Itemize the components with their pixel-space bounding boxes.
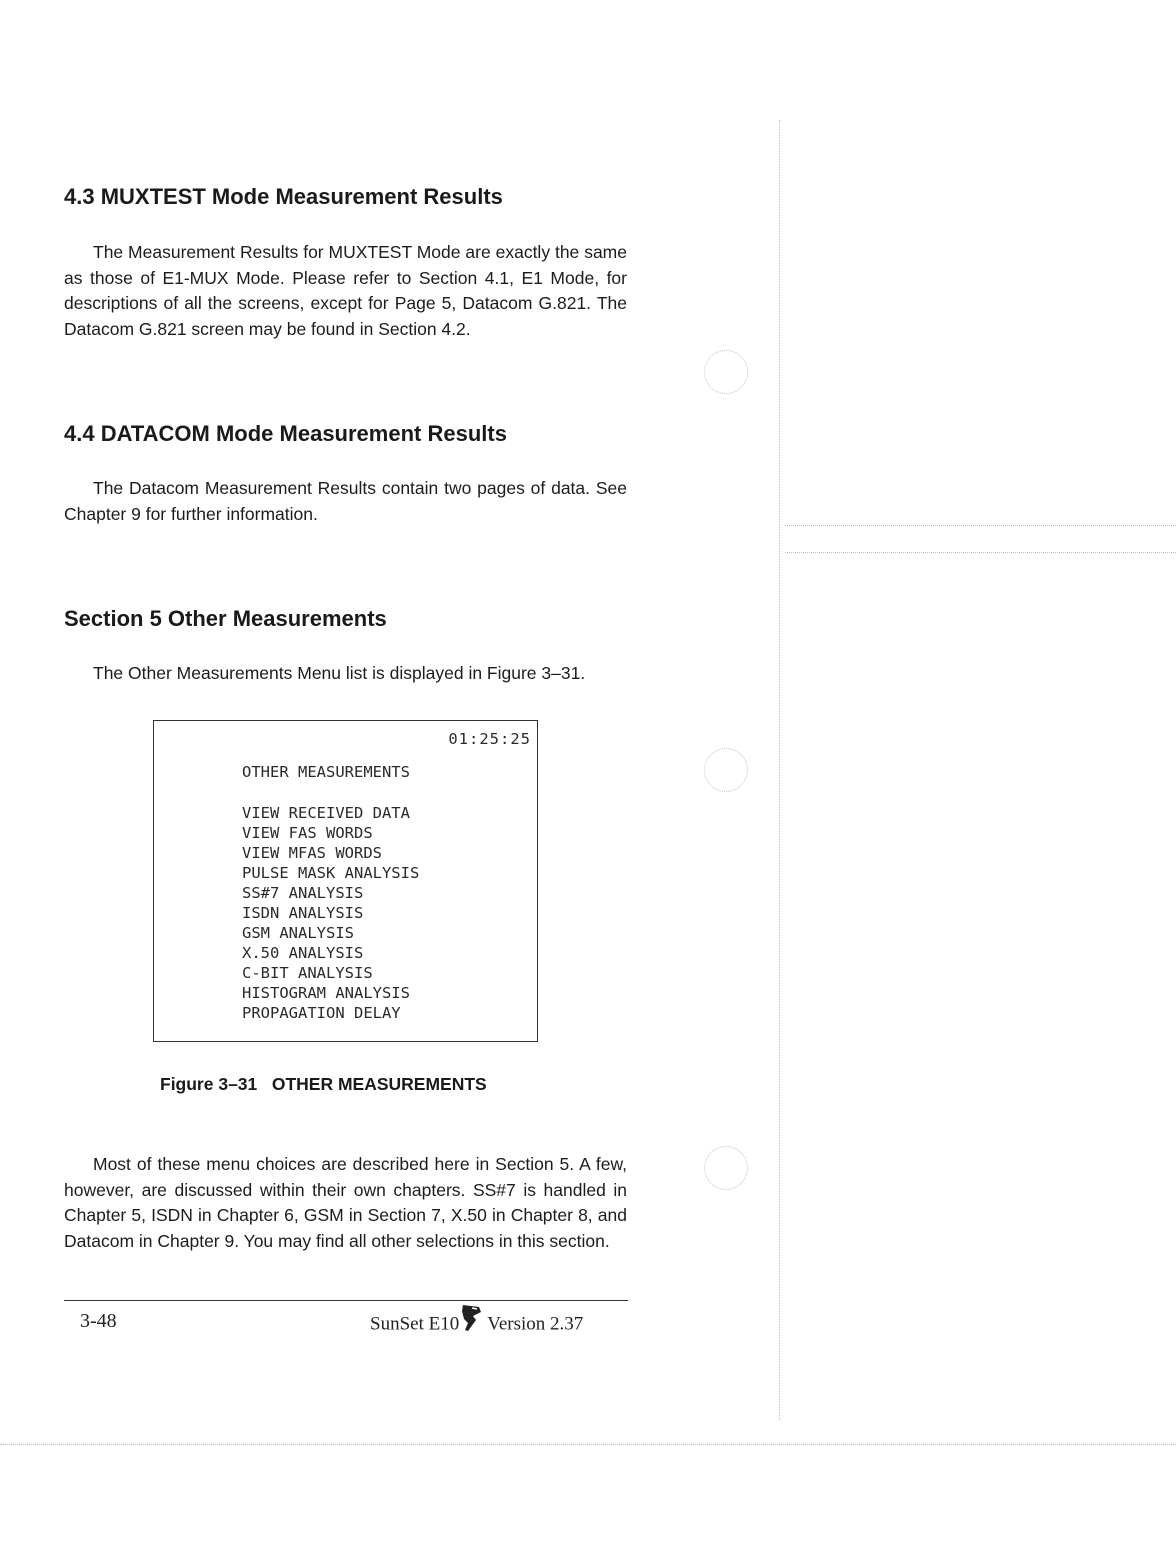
- telephone-handset-icon: [459, 1303, 483, 1339]
- footer-divider: [64, 1300, 628, 1301]
- screen-clock: 01:25:25: [448, 730, 531, 748]
- product-version: Version 2.37: [487, 1313, 584, 1335]
- menu-item-view-fas-words[interactable]: VIEW FAS WORDS: [242, 824, 373, 842]
- scan-dotted-line: [785, 525, 1176, 526]
- scan-edge-line: [779, 120, 780, 1420]
- menu-item-isdn-analysis[interactable]: ISDN ANALYSIS: [242, 904, 364, 922]
- menu-item-pulse-mask-analysis[interactable]: PULSE MASK ANALYSIS: [242, 864, 420, 882]
- page-number: 3-48: [80, 1310, 117, 1332]
- menu-item-ss7-analysis[interactable]: SS#7 ANALYSIS: [242, 884, 364, 902]
- product-name: SunSet E10: [370, 1313, 460, 1335]
- menu-item-x50-analysis[interactable]: X.50 ANALYSIS: [242, 944, 364, 962]
- paragraph-muxtest: The Measurement Results for MUXTEST Mode are exactly the same as those of E1-MUX Mode. Please refer to Section 4.1, E1 Mode, for descriptions of all the screens, except for Page 5, Datacom G.821. The Datacom G.821 screen may be found in Section 4.2.: [64, 242, 627, 339]
- other-measurements-screen: [153, 720, 538, 1042]
- screen-menu-list: [242, 803, 419, 1023]
- paragraph-other-intro: The Other Measurements Menu list is displayed in Figure 3–31.: [93, 663, 586, 683]
- scan-dotted-line: [0, 1444, 1176, 1445]
- binder-hole-middle: [704, 748, 748, 792]
- section-heading-muxtest: 4.3 MUXTEST Mode Measurement Results: [64, 184, 503, 209]
- figure-caption: Figure 3–31 OTHER MEASUREMENTS: [160, 1074, 487, 1094]
- footer-product: [370, 1311, 583, 1339]
- scan-dotted-line: [785, 552, 1176, 553]
- binder-hole-bottom: [704, 1146, 748, 1190]
- paragraph-datacom: The Datacom Measurement Results contain two pages of data. See Chapter 9 for further information.: [64, 478, 627, 524]
- screen-menu-title: OTHER MEASUREMENTS: [242, 763, 410, 781]
- menu-item-histogram-analysis[interactable]: HISTOGRAM ANALYSIS: [242, 984, 410, 1002]
- menu-item-view-received-data[interactable]: VIEW RECEIVED DATA: [242, 804, 410, 822]
- paragraph-other-body: Most of these menu choices are described here in Section 5. A few, however, are discussed within their own chapters. SS#7 is handled in Chapter 5, ISDN in Chapter 6, GSM in Section 7, X.50 in Chapter 8, and Datacom in Chapter 9. You may find all other selections in this section.: [64, 1154, 627, 1251]
- binder-hole-top: [704, 350, 748, 394]
- menu-item-c-bit-analysis[interactable]: C-BIT ANALYSIS: [242, 964, 373, 982]
- section-heading-datacom: 4.4 DATACOM Mode Measurement Results: [64, 421, 507, 446]
- menu-item-gsm-analysis[interactable]: GSM ANALYSIS: [242, 924, 354, 942]
- menu-item-view-mfas-words[interactable]: VIEW MFAS WORDS: [242, 844, 382, 862]
- section-heading-other-measurements: Section 5 Other Measurements: [64, 606, 387, 631]
- menu-item-propagation-delay[interactable]: PROPAGATION DELAY: [242, 1004, 401, 1022]
